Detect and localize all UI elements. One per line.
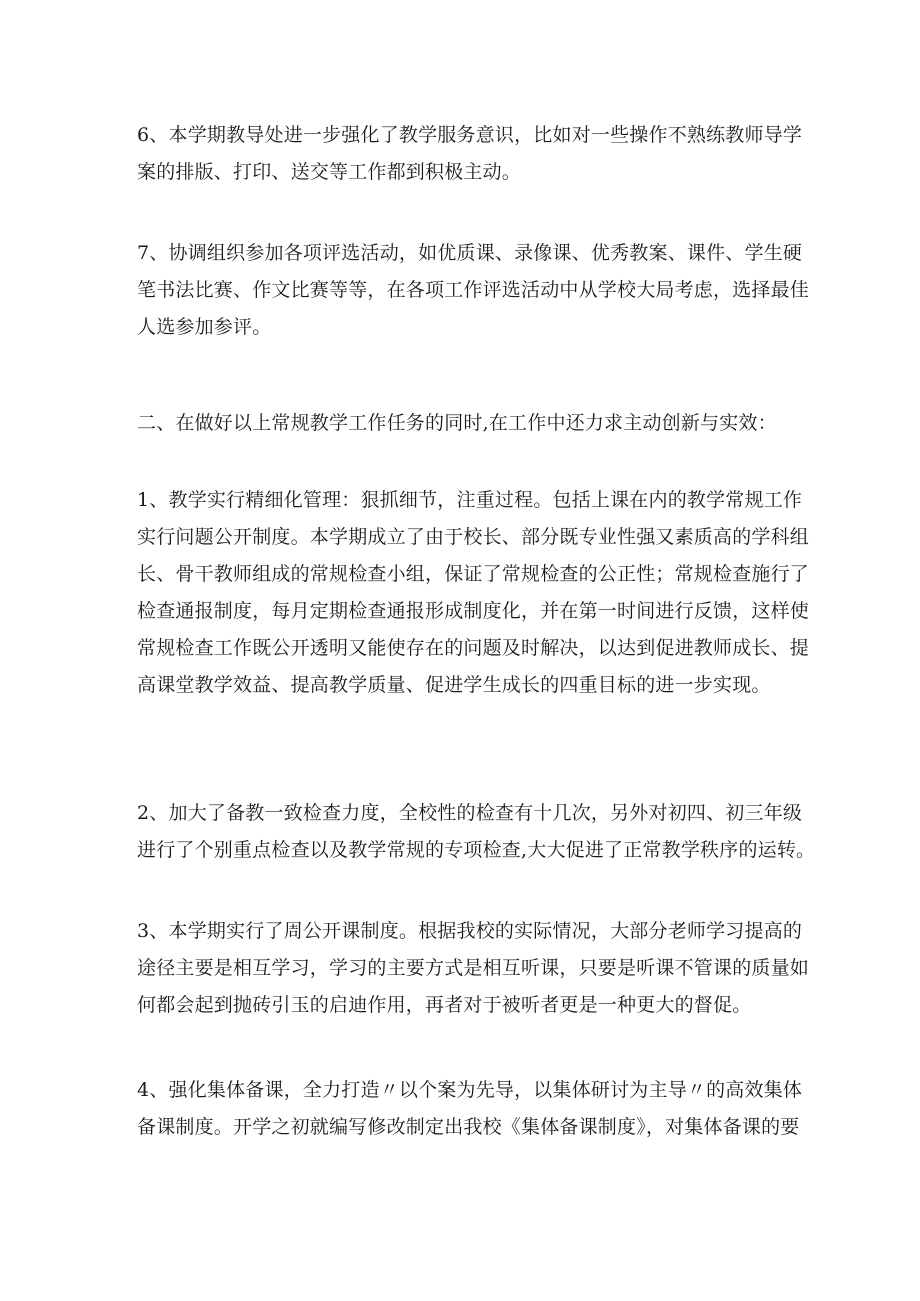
text-line: 案的排版、打印、送交等工作都到积极主动。 (137, 161, 522, 183)
text-line: 备课制度。开学之初就编写修改制定出我校《集体备课制度》，对集体备课的要 (137, 1116, 800, 1138)
text-line: 长、骨干教师组成的常规检查小组，保证了常规检查的公正性；常规检查施行了 (137, 563, 810, 585)
text-line: 途径主要是相互学习，学习的主要方式是相互听课，只要是听课不管课的质量如 (137, 957, 810, 979)
text-line: 常规检查工作既公开透明又能使存在的问题及时解决，以达到促进教师成长、提 (137, 637, 810, 659)
text-line: 进行了个别重点检查以及教学常规的专项检查,大大促进了正常教学秩序的运转。 (137, 839, 816, 861)
text-line: 7、协调组织参加各项评选活动，如优质课、录像课、优秀教案、课件、学生硬 (137, 242, 803, 264)
paragraph-section2-item-3 (137, 913, 810, 1024)
paragraph-item-7 (137, 235, 810, 346)
text-line: 何都会起到抛砖引玉的启迪作用，再者对于被听者更是一种更大的督促。 (137, 994, 752, 1016)
text-line: 二、在做好以上常规教学工作任务的同时,在工作中还力求主动创新与实效： (137, 412, 777, 434)
text-line: 4、强化集体备课，全力打造〃以个案为先导，以集体研讨为主导〃的高效集体 (137, 1079, 803, 1101)
paragraph-section2-item-1 (137, 482, 810, 704)
paragraph-section2-item-4 (137, 1072, 803, 1146)
text-line: 2、加大了备教一致检查力度，全校性的检查有十几次，另外对初四、初三年级 (137, 802, 803, 824)
text-line: 实行问题公开制度。本学期成立了由于校长、部分既专业性强又素质高的学科组 (137, 526, 810, 548)
text-line: 高课堂教学效益、提高教学质量、促进学生成长的四重目标的进一步实现。 (137, 674, 771, 696)
text-line: 1、教学实行精细化管理：狠抓细节，注重过程。包括上课在内的教学常规工作 (137, 489, 803, 511)
paragraph-section2-item-2 (137, 795, 816, 869)
text-line: 人选参加参评。 (137, 316, 272, 338)
paragraph-item-6 (137, 117, 803, 191)
text-line: 3、本学期实行了周公开课制度。根据我校的实际情况，大部分老师学习提高的 (137, 920, 803, 942)
section-heading-2 (137, 405, 787, 442)
text-line: 笔书法比赛、作文比赛等等，在各项工作评选活动中从学校大局考虑，选择最佳 (137, 279, 810, 301)
text-line: 检查通报制度，每月定期检查通报形成制度化，并在第一时间进行反馈，这样使 (137, 600, 810, 622)
text-line: 6、本学期教导处进一步强化了教学服务意识，比如对一些操作不熟练教师导学 (137, 124, 803, 146)
